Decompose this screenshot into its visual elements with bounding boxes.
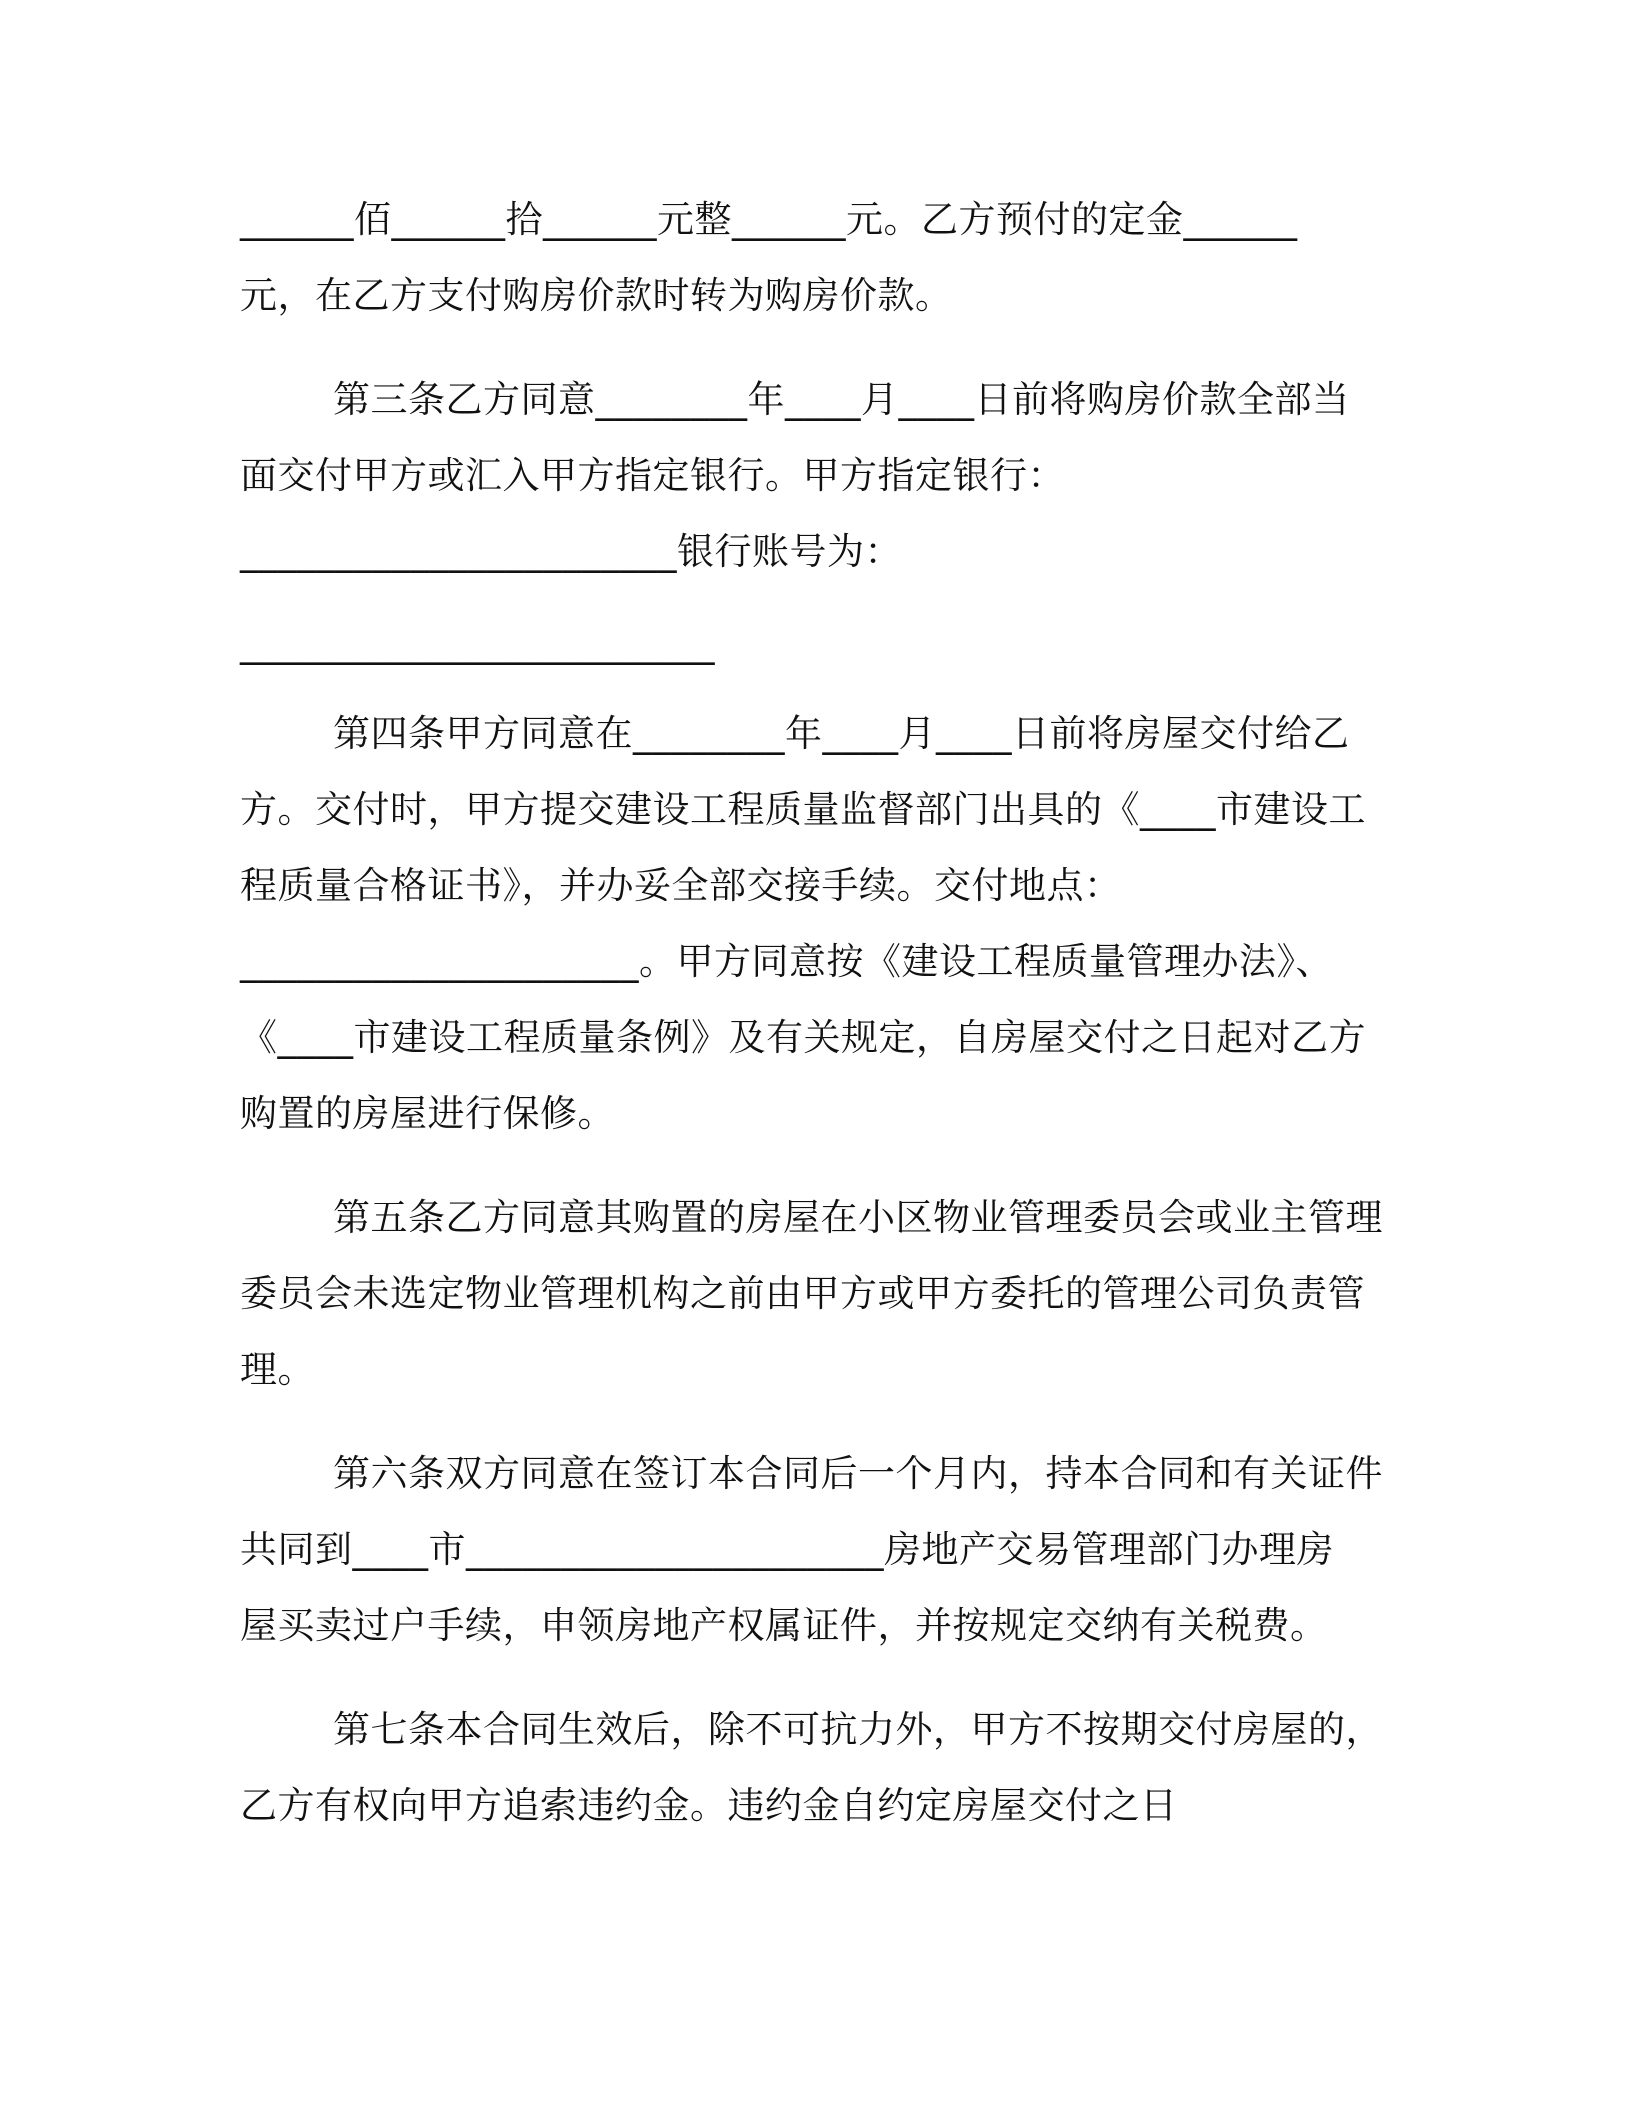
text-line: 委员会未选定物业管理机构之前由甲方或甲方委托的管理公司负责管 xyxy=(240,1272,1365,1315)
text-line: ______佰______拾______元整______元。乙方预付的定金______ xyxy=(240,198,1298,241)
text-line: _________________________ xyxy=(240,622,715,665)
article-6-line: 第六条双方同意在签订本合同后一个月内，持本合同和有关证件 xyxy=(333,1452,1383,1495)
text-line: 《____市建设工程质量条例》及有关规定，自房屋交付之日起对乙方 xyxy=(240,1016,1366,1059)
text-line: 元，在乙方支付购房价款时转为购房价款。 xyxy=(240,274,953,317)
text-line: 程质量合格证书》，并办妥全部交接手续。交付地点： xyxy=(240,864,1122,907)
article-5-line: 第五条乙方同意其购置的房屋在小区物业管理委员会或业主管理 xyxy=(333,1196,1383,1239)
text-line: 方。交付时，甲方提交建设工程质量监督部门出具的《____市建设工 xyxy=(240,788,1366,831)
text-line: 购置的房屋进行保修。 xyxy=(240,1092,615,1135)
text-line: _______________________银行账号为： xyxy=(240,530,902,573)
article-4-line: 第四条甲方同意在________年____月____日前将房屋交付给乙 xyxy=(333,712,1350,755)
text-line: _____________________。甲方同意按《建设工程质量管理办法》、 xyxy=(240,940,1333,983)
text-line: 屋买卖过户手续，申领房地产权属证件，并按规定交纳有关税费。 xyxy=(240,1604,1328,1647)
text-line: 乙方有权向甲方追索违约金。违约金自约定房屋交付之日 xyxy=(240,1784,1178,1827)
text-line: 面交付甲方或汇入甲方指定银行。甲方指定银行： xyxy=(240,454,1065,497)
article-3-line: 第三条乙方同意________年____月____日前将购房价款全部当 xyxy=(333,378,1350,421)
text-line: 理。 xyxy=(240,1348,315,1391)
article-7-line: 第七条本合同生效后，除不可抗力外，甲方不按期交付房屋的， xyxy=(333,1708,1383,1751)
text-line: 共同到____市______________________房地产交易管理部门办理房 xyxy=(240,1528,1334,1571)
